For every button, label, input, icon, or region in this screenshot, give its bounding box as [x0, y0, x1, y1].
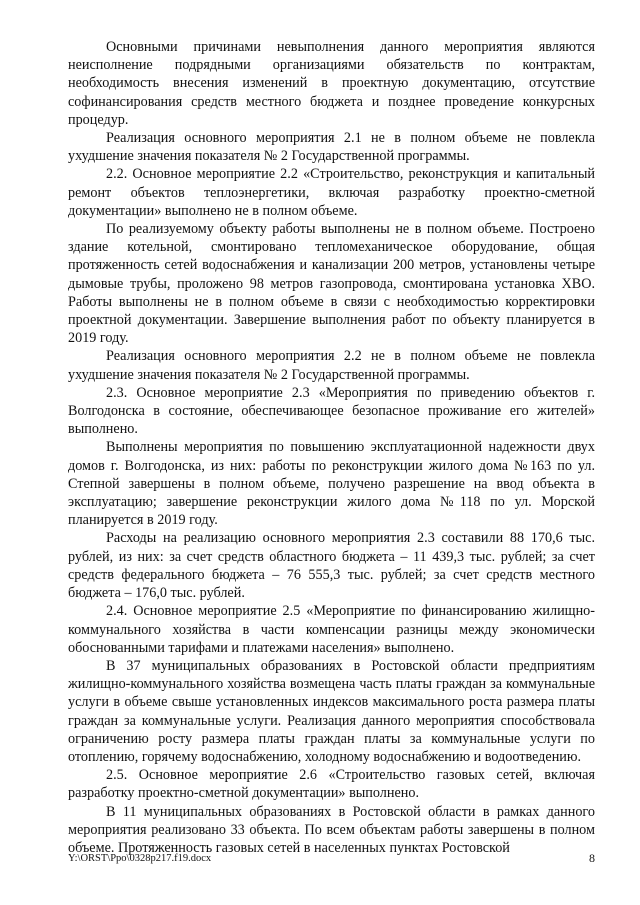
paragraph: Выполнены мероприятия по повышению эксплуатационной надежности двух домов г. Волгодонска, из них: работы по реконструкции жилого дома №163 по ул. Степной завершены в полном объеме, получено разрешение на ввод объекта в эксплуатацию; завершение реконструкции жилого дома №118 по ул. Морской планируется в 2019 году. [68, 439, 595, 529]
paragraph: Расходы на реализацию основного мероприятия 2.3 составили 88 170,6 тыс. рублей, из них: за счет средств областного бюджета – 11 439,3 тыс. рублей; за счет средств федерального бюджета – 76 555,3 тыс. рублей; за счет средств местного бюджета – 176,0 тыс. рублей. [68, 530, 595, 602]
paragraph: Реализация основного мероприятия 2.2 не в полном объеме не повлекла ухудшение значения показателя № 2 Государственной программы. [68, 348, 595, 383]
paragraph: 2.4. Основное мероприятие 2.5 «Мероприятие по финансированию жилищно-коммунального хозяйства в части компенсации разницы между экономически обоснованными тарифами и платежами населения» выполнено. [68, 603, 595, 656]
paragraph: Основными причинами невыполнения данного мероприятия являются неисполнение подрядными организациями обязательств по контрактам, необходимость внесения изменений в проектную документацию, отсутствие софинансирования средств местного бюджета и позднее проведение конкурсных процедур. [68, 39, 595, 128]
paragraph: 2.3. Основное мероприятие 2.3 «Мероприятия по приведению объектов г. Волгодонска в состояние, обеспечивающее безопасное проживание его жителей» выполнено. [68, 384, 595, 438]
footer-file-path: Y:\ORST\Ppo\0328p217.f19.docx [68, 853, 212, 864]
paragraph: 2.5. Основное мероприятие 2.6 «Строительство газовых сетей, включая разработку проектно-сметной документации» выполнено. [68, 767, 595, 802]
paragraph: В 37 муниципальных образованиях в Ростовской области предприятиям жилищно-коммунального хозяйства возмещена часть платы граждан за коммунальные услуги в объеме свыше установленных индексов максимального роста размера платы граждан за коммунальные услуги. Реализация данного мероприятия способствовала ограничению росту размера платы граждан платы за коммунальные услуги по отоплению, горячему водоснабжению, холодному водоснабжению и водоотведению. [68, 657, 595, 765]
paragraph: По реализуемому объекту работы выполнены не в полном объеме. Построено здание котельной, смонтировано тепломеханическое оборудование, общая протяженность сетей водоснабжения и канализации 200 метров, установлены четыре дымовые трубы, проложено 98 метров газопровода, смонтирована установка ХВО. Работы выполнены не в полном объеме в связи с необходимостью корректировки проектной документации. Завершение выполнения работ по объекту планируется в 2019 году. [68, 221, 595, 347]
body-text [68, 38, 595, 857]
paragraph: В 11 муниципальных образованиях в Ростовской области в рамках данного мероприятия реализовано 33 объекта. По всем объектам работы завершены в полном объеме. Протяженность газовых сетей в населенных пунктах Ростовской [68, 803, 595, 856]
paragraph: 2.2. Основное мероприятие 2.2 «Строительство, реконструкция и капитальный ремонт объектов теплоэнергетики, включая разработку проектно-сметной документации» выполнено не в полном объеме. [68, 166, 595, 219]
paragraph: Реализация основного мероприятия 2.1 не в полном объеме не повлекла ухудшение значения показателя № 2 Государственной программы. [68, 130, 595, 165]
page-number: 8 [589, 851, 595, 865]
